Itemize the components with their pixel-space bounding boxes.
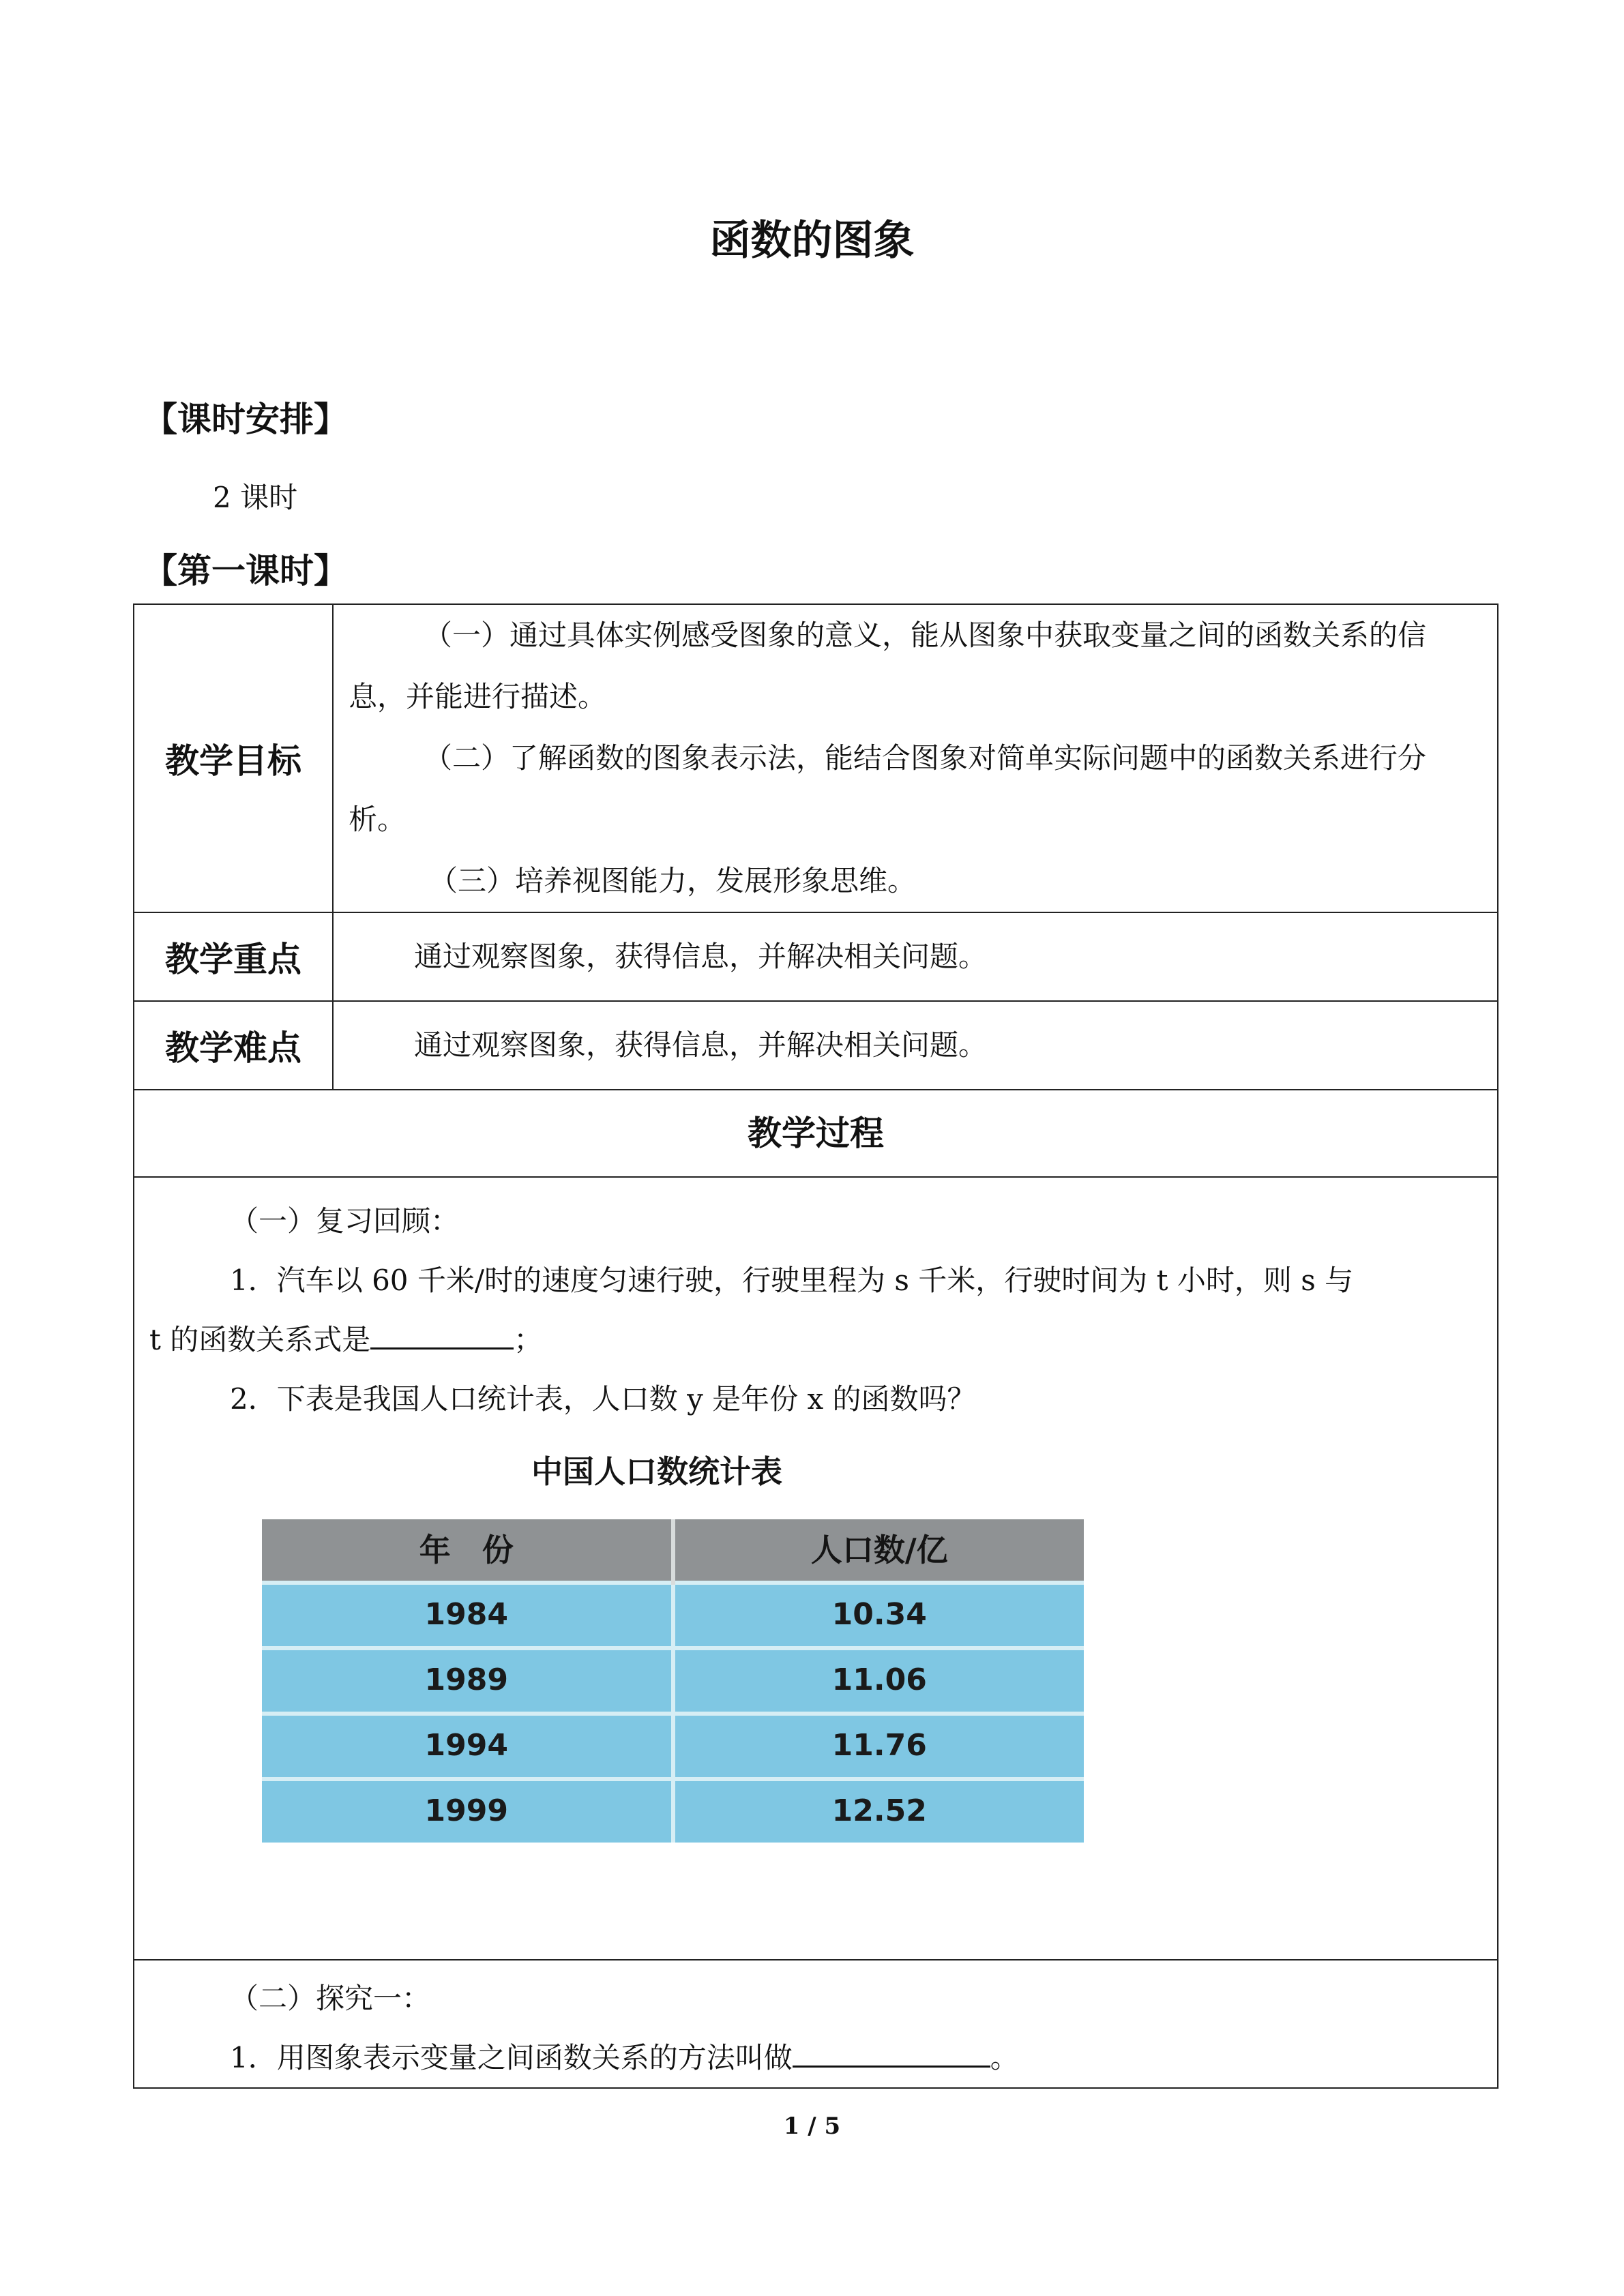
year-cell: 1989: [262, 1648, 673, 1714]
population-cell: 11.06: [673, 1648, 1084, 1714]
process-heading: 教学过程: [134, 1090, 1498, 1177]
objectives-row: [134, 604, 1498, 912]
key-points-text: 通过观察图象，获得信息，并解决相关问题。: [414, 940, 988, 973]
table-row: [262, 1583, 1084, 1648]
objective-item: （二）了解函数的图象表示法，能结合图象对简单实际问题中的函数关系进行分析。: [349, 741, 1427, 836]
review-q2: 2．下表是我国人口统计表，人口数 y 是年份 x 的函数吗？: [230, 1382, 976, 1416]
explore-cell: [134, 1960, 1498, 2088]
population-table: [262, 1519, 1084, 1843]
objective-item: （三）培养视图能力，发展形象思维。: [429, 864, 917, 897]
key-points-cell: [333, 912, 1498, 1001]
explore-q1-text: 1．用图象表示变量之间函数关系的方法叫做: [230, 2041, 793, 2074]
answer-blank[interactable]: [793, 2037, 990, 2068]
review-row: [134, 1177, 1498, 1960]
review-q1-line2: [149, 1310, 1470, 1369]
year-header: 年 份: [262, 1519, 673, 1583]
population-table-header: [262, 1519, 1084, 1583]
explore-q1-line: [149, 2028, 1470, 2087]
review-heading: （一）复习回顾：: [230, 1204, 460, 1238]
population-header: 人口数/亿: [673, 1519, 1084, 1583]
page-number: 1 / 5: [783, 2113, 841, 2140]
difficulties-label: 教学难点: [134, 1001, 333, 1090]
key-points-label: 教学重点: [134, 912, 333, 1001]
explore-q1-end: 。: [990, 2041, 1019, 2074]
table-row: [262, 1714, 1084, 1779]
year-cell: 1984: [262, 1583, 673, 1648]
review-q1-line1: 1．汽车以 60 千米/时的速度匀速行驶，行驶里程为 s 千米，行驶时间为 t 小时，则 s 与: [230, 1264, 1354, 1297]
year-cell: 1999: [262, 1779, 673, 1843]
lesson-plan-table: [133, 603, 1498, 2089]
explore-heading: （二）探究一：: [230, 1982, 431, 2015]
population-cell: 12.52: [673, 1779, 1084, 1843]
first-lesson-heading: 【第一课时】: [143, 551, 348, 591]
explore-row: [134, 1960, 1498, 2088]
key-points-row: [134, 912, 1498, 1001]
objectives-cell: [333, 604, 1498, 912]
review-cell: [134, 1177, 1498, 1960]
difficulties-row: [134, 1001, 1498, 1090]
table-row: [262, 1779, 1084, 1843]
review-q1-end: ；: [514, 1323, 543, 1356]
difficulties-cell: [333, 1001, 1498, 1090]
population-cell: 11.76: [673, 1714, 1084, 1779]
answer-blank[interactable]: [370, 1319, 514, 1350]
objectives-label: 教学目标: [134, 604, 333, 912]
page-title: 函数的图象: [709, 217, 915, 265]
difficulties-text: 通过观察图象，获得信息，并解决相关问题。: [414, 1028, 988, 1062]
year-cell: 1994: [262, 1714, 673, 1779]
schedule-value: 2 课时: [213, 481, 298, 514]
objective-item: （一）通过具体实例感受图象的意义，能从图象中获取变量之间的函数关系的信息，并能进行描述。: [349, 618, 1427, 713]
review-q1-text: t 的函数关系式是: [149, 1323, 371, 1356]
population-table-title: 中国人口数统计表: [531, 1453, 782, 1490]
table-row: [262, 1648, 1084, 1714]
population-cell: 10.34: [673, 1583, 1084, 1648]
schedule-heading: 【课时安排】: [143, 400, 348, 439]
process-heading-row: [134, 1090, 1498, 1177]
